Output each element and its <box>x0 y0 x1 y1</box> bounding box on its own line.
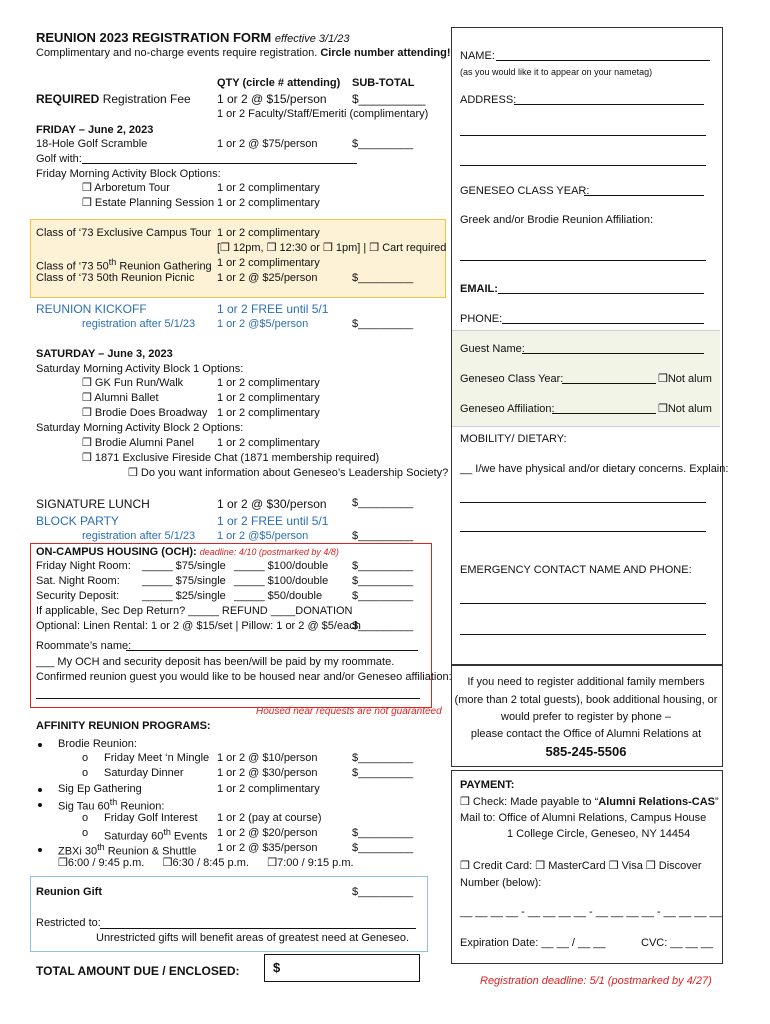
guest-not-alum-checkbox[interactable]: ❒Not alum <box>658 373 712 385</box>
phone-line[interactable] <box>502 323 704 324</box>
class-73-gathering-qty[interactable]: 1 or 2 complimentary <box>217 257 320 269</box>
address-line[interactable] <box>460 165 706 166</box>
block-party-after-qty[interactable]: 1 or 2 @$5/person <box>217 530 309 542</box>
reunion-kickoff-qty[interactable]: 1 or 2 FREE until 5/1 <box>217 302 329 316</box>
subtotal-col-header: SUB-TOTAL <box>352 77 415 89</box>
zbxi-label: ZBXi 30th Reunion & Shuttle <box>58 842 197 858</box>
mail-to-address: 1 College Circle, Geneseo, NY 14454 <box>507 828 691 840</box>
arboretum-tour-qty[interactable]: 1 or 2 complimentary <box>217 182 320 194</box>
expiration-field[interactable]: Expiration Date: __ __ / __ __ <box>460 937 606 949</box>
class-year-label: GENESEO CLASS YEAR: <box>460 185 590 197</box>
signature-lunch-label: SIGNATURE LUNCH <box>36 497 150 511</box>
sat-room-double[interactable]: _____ $100/double <box>234 575 329 587</box>
class-73-picnic-label: Class of ‘73 50th Reunion Picnic <box>36 272 195 284</box>
address-label: ADDRESS: <box>460 94 517 106</box>
payment-heading: PAYMENT: <box>460 779 515 791</box>
emergency-heading: EMERGENCY CONTACT NAME AND PHONE: <box>460 564 692 576</box>
brodie-reunion-label: Brodie Reunion: <box>58 738 137 750</box>
form-subtitle: Complimentary and no-charge events require registration. Circle number attending! <box>36 47 451 59</box>
estate-planning-qty[interactable]: 1 or 2 complimentary <box>217 197 320 209</box>
saturday-dinner-subtotal[interactable]: $_________ <box>352 767 414 779</box>
sat-room-subtotal[interactable]: $_________ <box>352 575 414 587</box>
reunion-gift-subtotal[interactable]: $_________ <box>352 886 414 898</box>
estate-planning-checkbox[interactable]: ❒ Estate Planning Session <box>82 197 215 209</box>
alumni-ballet-qty[interactable]: 1 or 2 complimentary <box>217 392 320 404</box>
sig-tau-label: Sig Tau 60th Reunion: <box>58 797 165 813</box>
brodie-broadway-qty[interactable]: 1 or 2 complimentary <box>217 407 320 419</box>
total-label: TOTAL AMOUNT DUE / ENCLOSED: <box>36 964 240 978</box>
alumni-phone: 585-245-5506 <box>545 744 627 759</box>
greek-affiliation-line[interactable] <box>460 260 706 261</box>
email-line[interactable] <box>498 293 704 294</box>
meet-mingle-label: Friday Meet ‘n Mingle <box>104 752 210 764</box>
circle-bullet-icon: o <box>82 827 89 839</box>
signature-lunch-qty[interactable]: 1 or 2 @ $30/person <box>217 497 327 511</box>
emergency-line[interactable] <box>460 603 706 604</box>
guest-class-year-label: Geneseo Class Year: <box>460 373 564 385</box>
brodie-broadway-checkbox[interactable]: ❒ Brodie Does Broadway <box>82 407 208 419</box>
circle-bullet-icon: o <box>82 812 89 824</box>
sig-ep-qty[interactable]: 1 or 2 complimentary <box>217 783 320 795</box>
class-73-picnic-qty[interactable]: 1 or 2 @ $25/person <box>217 272 318 284</box>
alumni-ballet-checkbox[interactable]: ❒ Alumni Ballet <box>82 392 159 404</box>
friday-activity-heading: Friday Morning Activity Block Options: <box>36 168 221 180</box>
fun-run-checkbox[interactable]: ❒ GK Fun Run/Walk <box>82 377 184 389</box>
confirmed-guest-label: Confirmed reunion guest you would like to be housed near and/or Geneseo affiliation: <box>36 671 452 683</box>
name-line[interactable] <box>496 60 710 61</box>
saturday-dinner-label: Saturday Dinner <box>104 767 184 779</box>
guest-name-label: Guest Name: <box>460 343 525 355</box>
friday-room-label: Friday Night Room: <box>36 560 131 572</box>
guest-name-line[interactable] <box>522 353 704 354</box>
class-year-line[interactable] <box>584 195 704 196</box>
security-deposit-label: Security Deposit: <box>36 590 120 602</box>
sat-room-single[interactable]: _____ $75/single <box>142 575 226 587</box>
unrestricted-note: Unrestricted gifts will benefit areas of greatest need at Geneseo. <box>96 932 410 944</box>
saturday-block1-heading: Saturday Morning Activity Block 1 Options: <box>36 363 244 375</box>
circle-bullet-icon: o <box>82 767 89 779</box>
fireside-chat-checkbox[interactable]: ❒ 1871 Exclusive Fireside Chat (1871 membership required) <box>82 452 380 464</box>
card-number-field[interactable]: __ __ __ __ - __ __ __ __ - __ __ __ __ - __ __ __ __ <box>460 906 722 918</box>
restricted-line[interactable] <box>100 928 416 929</box>
friday-room-double[interactable]: _____ $100/double <box>234 560 329 572</box>
roommate-paid[interactable]: ___ My OCH and security deposit has been/will be paid by my roommate. <box>36 656 395 668</box>
roommate-line[interactable] <box>126 650 418 651</box>
leadership-society-checkbox[interactable]: ❒ Do you want information about Geneseo’s Leadership Society? <box>128 467 449 479</box>
cvc-field[interactable]: CVC: __ __ __ <box>641 937 714 949</box>
email-label: EMAIL: <box>460 283 498 295</box>
security-deposit-subtotal[interactable]: $_________ <box>352 590 414 602</box>
mobility-concerns[interactable]: __ I/we have physical and/or dietary concerns. Explain: <box>460 463 729 475</box>
block-party-qty[interactable]: 1 or 2 FREE until 5/1 <box>217 514 329 528</box>
name-note: (as you would like it to appear on your nametag) <box>460 67 653 77</box>
info-line: please contact the Office of Alumni Relations at <box>470 728 702 740</box>
sat-room-label: Sat. Night Room: <box>36 575 120 587</box>
registration-fee-label: REQUIRED Registration Fee <box>36 92 191 106</box>
registration-fee-qty[interactable]: 1 or 2 @ $15/person <box>217 92 327 106</box>
info-line: (more than 2 total guests), book additional housing, or <box>454 694 718 706</box>
check-option[interactable]: ❒ Check: Made payable to “Alumni Relations-CAS” <box>460 796 719 808</box>
shuttle-times[interactable]: ❒6:00 / 9:45 p.m. ❒6:30 / 8:45 p.m. ❒7:00 / 9:15 p.m. <box>58 857 354 869</box>
affinity-heading: AFFINITY REUNION PROGRAMS: <box>36 720 211 732</box>
saturday-block2-heading: Saturday Morning Activity Block 2 Options: <box>36 422 244 434</box>
linen-rental[interactable]: Optional: Linen Rental: 1 or 2 @ $15/set | Pillow: 1 or 2 @ $5/each <box>36 620 361 632</box>
golf-with-line[interactable] <box>82 163 357 164</box>
friday-golf-interest-label: Friday Golf Interest <box>104 812 198 824</box>
sig-tau-events-qty[interactable]: 1 or 2 @ $20/person <box>217 827 318 839</box>
golf-with-label: Golf with: <box>36 153 82 165</box>
housing-note: Housed near requests are not guaranteed <box>256 706 442 717</box>
friday-room-single[interactable]: _____ $75/single <box>142 560 226 572</box>
saturday-dinner-qty[interactable]: 1 or 2 @ $30/person <box>217 767 318 779</box>
friday-room-subtotal[interactable]: $_________ <box>352 560 414 572</box>
class-73-tour-qty[interactable]: 1 or 2 complimentary <box>217 227 320 239</box>
zbxi-subtotal[interactable]: $_________ <box>352 842 414 854</box>
effective-date: effective 3/1/23 <box>274 33 350 45</box>
card-number-label: Number (below): <box>460 877 542 889</box>
sig-tau-events-label: Saturday 60th Events <box>104 827 208 843</box>
kickoff-after-label: registration after 5/1/23 <box>82 318 196 330</box>
meet-mingle-subtotal[interactable]: $_________ <box>352 752 414 764</box>
guest-affiliation-label: Geneseo Affiliation: <box>460 403 555 415</box>
guest-affiliation-line[interactable] <box>552 413 656 414</box>
fun-run-qty[interactable]: 1 or 2 complimentary <box>217 377 320 389</box>
form-title: REUNION 2023 REGISTRATION FORM effective 3/1/23 <box>36 30 350 45</box>
zbxi-qty[interactable]: 1 or 2 @ $35/person <box>217 842 318 854</box>
address-line[interactable] <box>514 104 704 105</box>
bullet-icon <box>38 788 42 792</box>
phone-label: PHONE: <box>460 313 503 325</box>
block-party-label: BLOCK PARTY <box>36 514 119 528</box>
signature-lunch-subtotal[interactable]: $_________ <box>352 497 414 509</box>
reunion-gift-label: Reunion Gift <box>36 886 102 898</box>
circle-bullet-icon: o <box>82 752 89 764</box>
reunion-kickoff-label: REUNION KICKOFF <box>36 302 147 316</box>
guest-not-alum-checkbox[interactable]: ❒Not alum <box>658 403 712 415</box>
mail-to: Mail to: Office of Alumni Relations, Campus House <box>460 812 707 824</box>
address-line[interactable] <box>460 135 706 136</box>
roommate-label: Roommate’s name: <box>36 640 132 652</box>
mobility-heading: MOBILITY/ DIETARY: <box>460 433 567 445</box>
linen-subtotal[interactable]: $_________ <box>352 620 414 632</box>
golf-scramble-subtotal[interactable]: $_________ <box>352 138 414 150</box>
mobility-line[interactable] <box>460 531 706 532</box>
mobility-line[interactable] <box>460 502 706 503</box>
sig-ep-label: Sig Ep Gathering <box>58 783 142 795</box>
block-party-after-label: registration after 5/1/23 <box>82 530 196 542</box>
guest-class-year-line[interactable] <box>562 383 656 384</box>
brodie-panel-checkbox[interactable]: ❒ Brodie Alumni Panel <box>82 437 194 449</box>
info-line: would prefer to register by phone – <box>501 711 671 723</box>
arboretum-tour-checkbox[interactable]: ❒ Arboretum Tour <box>82 182 170 194</box>
kickoff-after-qty[interactable]: 1 or 2 @$5/person <box>217 318 309 330</box>
block-party-subtotal[interactable]: $_________ <box>352 530 414 542</box>
meet-mingle-qty[interactable]: 1 or 2 @ $10/person <box>217 752 318 764</box>
class-73-tour-times[interactable]: [❒ 12pm, ❒ 12:30 or ❒ 1pm] | ❒ Cart required <box>217 242 447 254</box>
security-deposit-single[interactable]: _____ $25/single <box>142 590 226 602</box>
name-label: NAME: <box>460 50 495 62</box>
brodie-panel-qty[interactable]: 1 or 2 complimentary <box>217 437 320 449</box>
class-73-picnic-subtotal[interactable]: $_________ <box>352 272 414 284</box>
registration-deadline: Registration deadline: 5/1 (postmarked by 4/27) <box>480 975 712 987</box>
faculty-complimentary[interactable]: 1 or 2 Faculty/Staff/Emeriti (complimentary) <box>217 108 429 120</box>
deposit-return[interactable]: If applicable, Sec Dep Return? _____ REFUND ____DONATION <box>36 605 353 617</box>
info-line: If you need to register additional family members <box>467 676 705 688</box>
bullet-icon <box>38 743 42 747</box>
friday-heading: FRIDAY – June 2, 2023 <box>36 124 154 136</box>
security-deposit-double[interactable]: _____ $50/double <box>234 590 323 602</box>
registration-fee-subtotal[interactable]: $__________ <box>352 92 426 106</box>
class-73-tour-label: Class of ‘73 Exclusive Campus Tour <box>36 227 212 239</box>
golf-scramble-label: 18-Hole Golf Scramble <box>36 138 148 150</box>
golf-scramble-qty[interactable]: 1 or 2 @ $75/person <box>217 138 318 150</box>
friday-golf-interest-qty[interactable]: 1 or 2 (pay at course) <box>217 812 322 824</box>
credit-card-options[interactable]: ❒ Credit Card: ❒ MasterCard ❒ Visa ❒ Discover <box>460 860 702 872</box>
restricted-label: Restricted to: <box>36 917 101 929</box>
greek-affiliation-label: Greek and/or Brodie Reunion Affiliation: <box>460 214 654 226</box>
class-73-gathering-label: Class of ‘73 50th Reunion Gathering <box>36 257 212 273</box>
total-value: $ <box>273 960 281 975</box>
bullet-icon <box>38 803 42 807</box>
emergency-line[interactable] <box>460 634 706 635</box>
total-box[interactable] <box>264 954 420 982</box>
kickoff-subtotal[interactable]: $_________ <box>352 318 414 330</box>
bullet-icon <box>38 848 42 852</box>
housing-heading: ON-CAMPUS HOUSING (OCH): deadline: 4/10 (postmarked by 4/8) <box>36 546 339 558</box>
saturday-heading: SATURDAY – June 3, 2023 <box>36 348 173 360</box>
qty-col-header: QTY (circle # attending) <box>217 77 341 89</box>
confirmed-guest-line[interactable] <box>36 698 420 699</box>
sig-tau-events-subtotal[interactable]: $_________ <box>352 827 414 839</box>
